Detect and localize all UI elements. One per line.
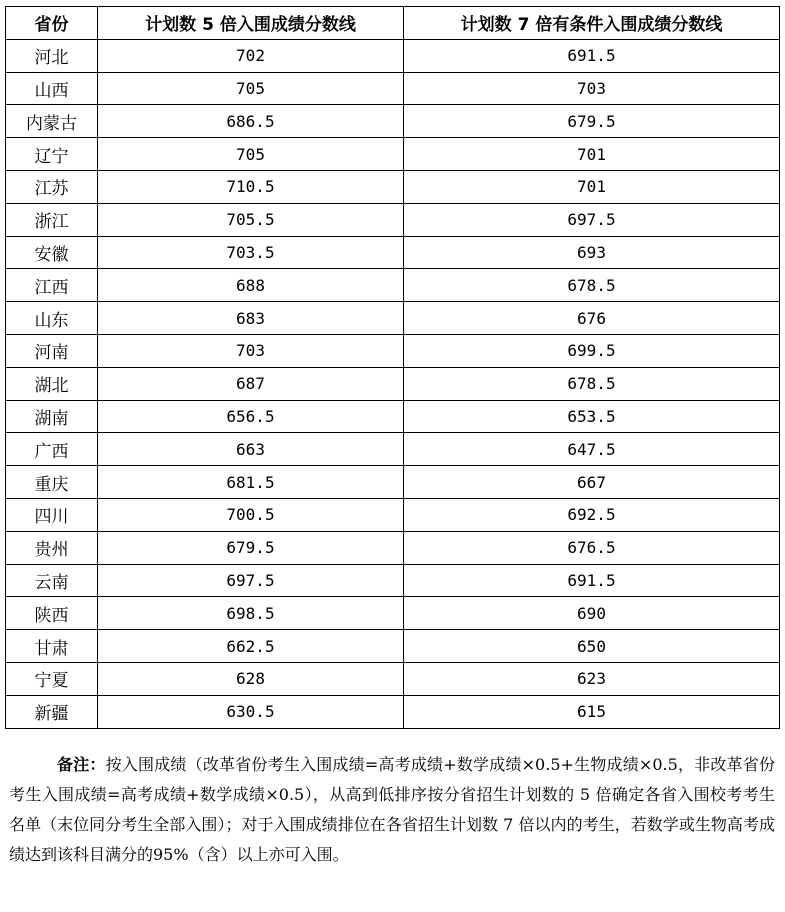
cutoff-7x-cell: 667: [404, 466, 780, 499]
cutoff-7x-cell: 679.5: [404, 105, 780, 138]
table-row: [6, 597, 780, 630]
cutoff-5x-cell: 703.5: [98, 236, 404, 269]
cutoff-7x-cell: 693: [404, 236, 780, 269]
footnote-text: 按入围成绩（改革省份考生入围成绩=高考成绩+数学成绩×0.5+生物成绩×0.5，非改革省份考生入围成绩=高考成绩+数学成绩×0.5），从高到低排序按分省招生计划数的 5 倍确定各省入围校考考生名单（末位同分考生全部入围）；对于入围成绩排位在各省招生计划数 7 倍以内的考生，若数学或生物高考成绩达到该科目满分的95%（含）以上亦可入围。: [9, 755, 775, 864]
province-cell: 新疆: [6, 695, 98, 728]
province-cell: 广西: [6, 433, 98, 466]
cutoff-7x-cell: 691.5: [404, 564, 780, 597]
province-cell: 陕西: [6, 597, 98, 630]
cutoff-7x-cell: 690: [404, 597, 780, 630]
cutoff-5x-cell: 688: [98, 269, 404, 302]
cutoff-5x-cell: 683: [98, 302, 404, 335]
table-row: [6, 630, 780, 663]
cutoff-7x-cell: 650: [404, 630, 780, 663]
table-row: [6, 334, 780, 367]
cutoff-5x-cell: 687: [98, 367, 404, 400]
table-row: [6, 531, 780, 564]
table-row: [6, 564, 780, 597]
cutoff-5x-cell: 698.5: [98, 597, 404, 630]
cutoff-7x-cell: 623: [404, 662, 780, 695]
table-row: [6, 203, 780, 236]
cutoff-5x-cell: 705: [98, 72, 404, 105]
cutoff-7x-cell: 678.5: [404, 269, 780, 302]
table-row: [6, 72, 780, 105]
province-cell: 贵州: [6, 531, 98, 564]
table-row: [6, 105, 780, 138]
cutoff-5x-cell: 630.5: [98, 695, 404, 728]
table-row: [6, 466, 780, 499]
header-5x-cutoff: 计划数 5 倍入围成绩分数线: [98, 7, 404, 40]
cutoff-5x-cell: 703: [98, 334, 404, 367]
cutoff-7x-cell: 691.5: [404, 39, 780, 72]
cutoff-7x-cell: 653.5: [404, 400, 780, 433]
province-cell: 安徽: [6, 236, 98, 269]
province-cell: 四川: [6, 498, 98, 531]
cutoff-5x-cell: 697.5: [98, 564, 404, 597]
cutoff-7x-cell: 676: [404, 302, 780, 335]
cutoff-7x-cell: 701: [404, 170, 780, 203]
table-row: [6, 498, 780, 531]
table-row: [6, 367, 780, 400]
province-cell: 甘肃: [6, 630, 98, 663]
footnote: [9, 750, 775, 870]
table-row: [6, 269, 780, 302]
cutoff-5x-cell: 705.5: [98, 203, 404, 236]
province-cell: 山西: [6, 72, 98, 105]
cutoff-7x-cell: 615: [404, 695, 780, 728]
table-row: [6, 433, 780, 466]
province-cell: 重庆: [6, 466, 98, 499]
province-cell: 河南: [6, 334, 98, 367]
cutoff-7x-cell: 703: [404, 72, 780, 105]
cutoff-7x-cell: 697.5: [404, 203, 780, 236]
table-row: [6, 170, 780, 203]
province-cell: 内蒙古: [6, 105, 98, 138]
province-cell: 湖南: [6, 400, 98, 433]
cutoff-5x-cell: 686.5: [98, 105, 404, 138]
cutoff-5x-cell: 705: [98, 138, 404, 171]
table-row: [6, 695, 780, 728]
header-7x-cutoff: 计划数 7 倍有条件入围成绩分数线: [404, 7, 780, 40]
province-cell: 辽宁: [6, 138, 98, 171]
cutoff-5x-cell: 628: [98, 662, 404, 695]
table-row: [6, 302, 780, 335]
cutoff-5x-cell: 710.5: [98, 170, 404, 203]
table-row: [6, 662, 780, 695]
cutoff-5x-cell: 663: [98, 433, 404, 466]
cutoff-5x-cell: 702: [98, 39, 404, 72]
cutoff-5x-cell: 681.5: [98, 466, 404, 499]
cutoff-7x-cell: 699.5: [404, 334, 780, 367]
cutoff-7x-cell: 676.5: [404, 531, 780, 564]
cutoff-5x-cell: 656.5: [98, 400, 404, 433]
cutoff-7x-cell: 647.5: [404, 433, 780, 466]
table-row: [6, 400, 780, 433]
header-province: 省份: [6, 7, 98, 40]
cutoff-7x-cell: 678.5: [404, 367, 780, 400]
province-cell: 浙江: [6, 203, 98, 236]
admission-score-table: [5, 6, 780, 729]
cutoff-7x-cell: 701: [404, 138, 780, 171]
cutoff-5x-cell: 700.5: [98, 498, 404, 531]
cutoff-5x-cell: 662.5: [98, 630, 404, 663]
table-body: [6, 39, 780, 728]
province-cell: 湖北: [6, 367, 98, 400]
footnote-label: 备注：: [57, 755, 106, 774]
cutoff-7x-cell: 692.5: [404, 498, 780, 531]
cutoff-5x-cell: 679.5: [98, 531, 404, 564]
table-header-row: [6, 7, 780, 40]
province-cell: 山东: [6, 302, 98, 335]
table-row: [6, 138, 780, 171]
province-cell: 宁夏: [6, 662, 98, 695]
table-row: [6, 236, 780, 269]
province-cell: 江苏: [6, 170, 98, 203]
table-row: [6, 39, 780, 72]
province-cell: 云南: [6, 564, 98, 597]
province-cell: 河北: [6, 39, 98, 72]
province-cell: 江西: [6, 269, 98, 302]
